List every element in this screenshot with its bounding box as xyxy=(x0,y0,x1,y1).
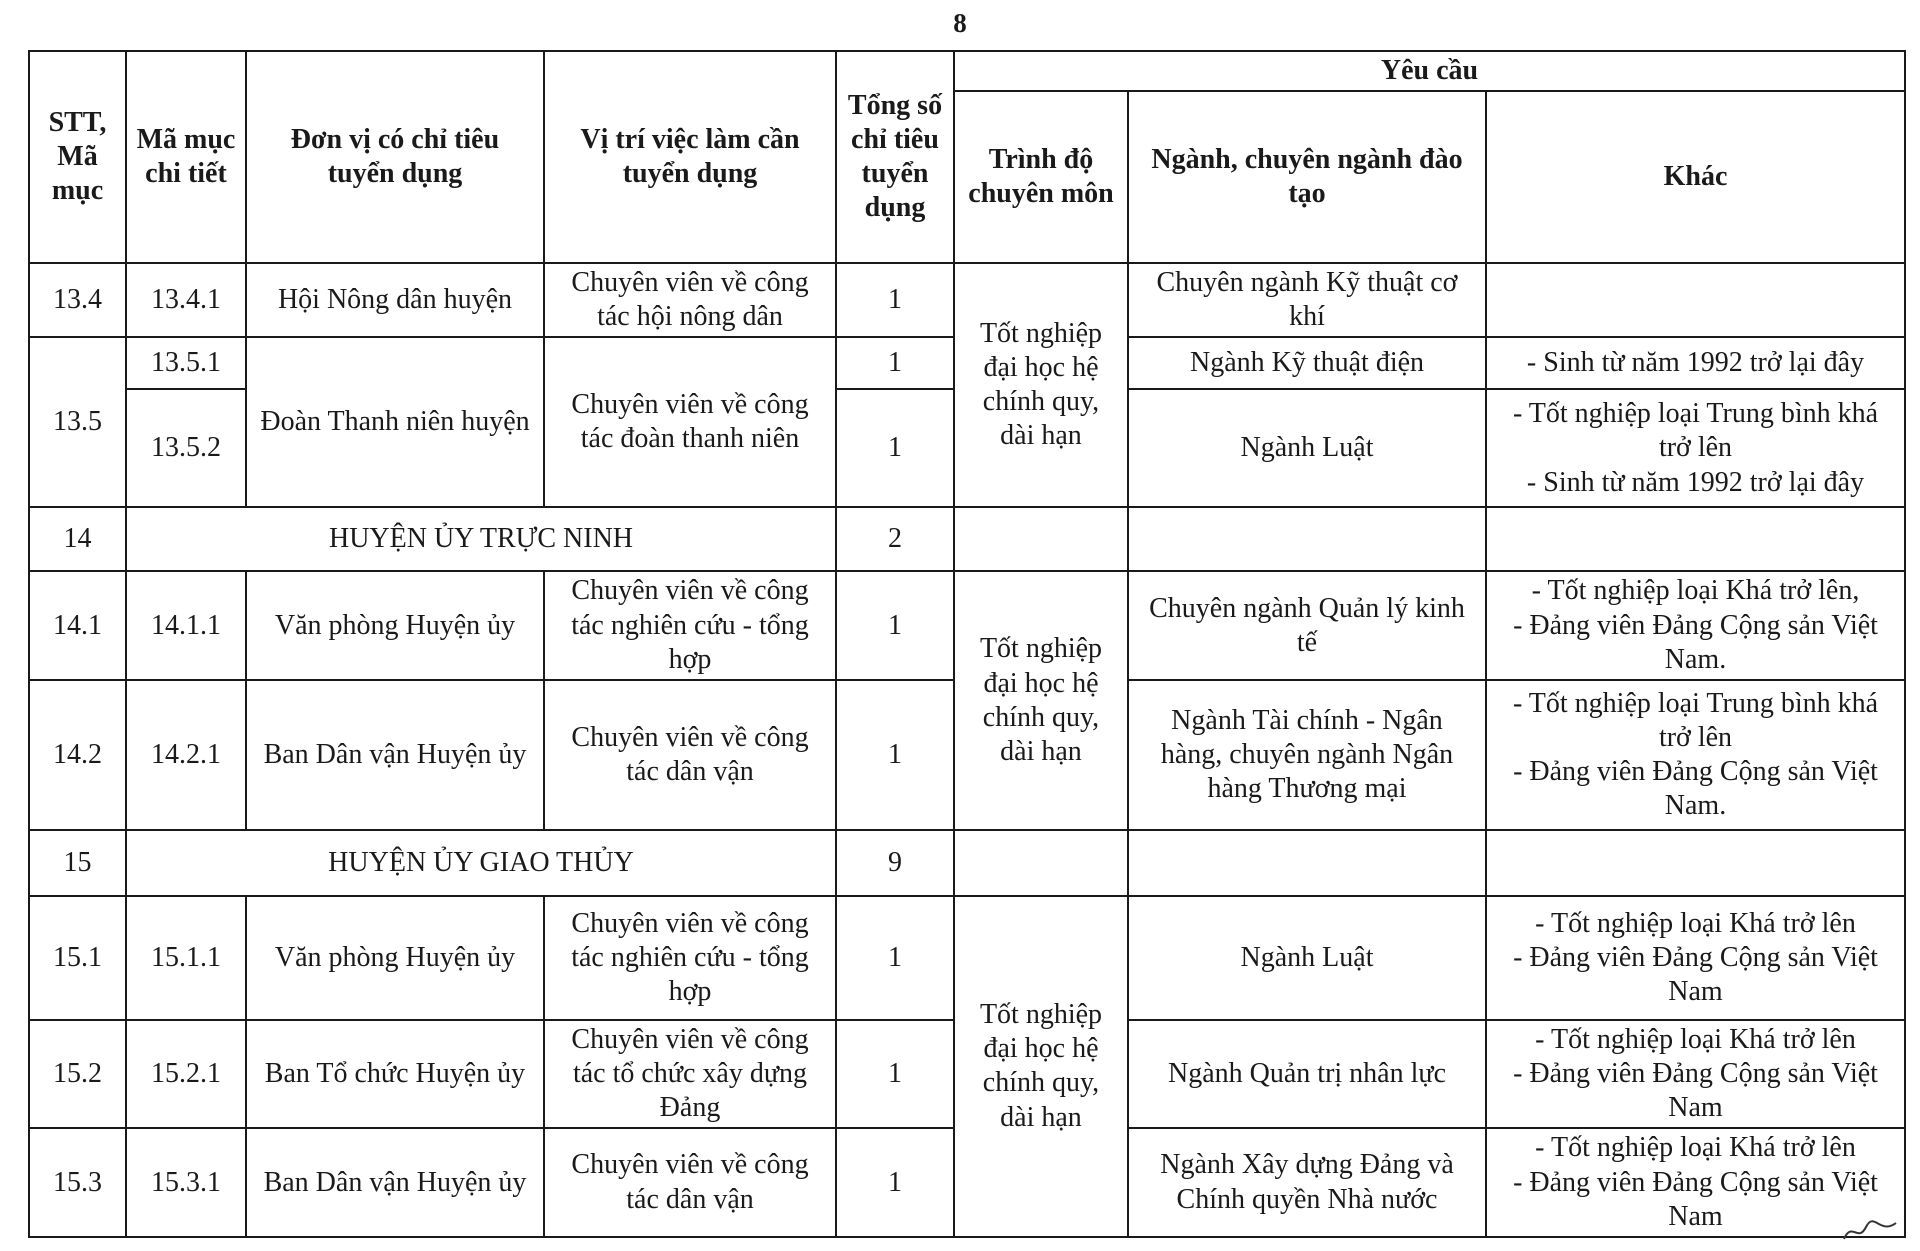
other-line: - Đảng viên Đảng Cộng sản Việt Nam xyxy=(1513,941,1878,1008)
total-cell: 1 xyxy=(836,680,954,830)
header-other: Khác xyxy=(1486,91,1905,263)
initial-mark-icon xyxy=(1840,1215,1900,1245)
total-cell: 1 xyxy=(836,896,954,1020)
other-cell xyxy=(1486,896,1905,1020)
stt-cell: 15.1 xyxy=(29,896,126,1020)
code-cell: 13.5.2 xyxy=(126,389,246,507)
header-detail-code: Mã mục chi tiết xyxy=(126,51,246,263)
header-row-1 xyxy=(29,51,1905,91)
stt-cell: 15.2 xyxy=(29,1020,126,1128)
empty-cell xyxy=(1128,830,1486,896)
code-cell: 13.5.1 xyxy=(126,337,246,389)
empty-cell xyxy=(1128,507,1486,571)
level-cell: Tốt nghiệp đại học hệ chính quy, dài hạn xyxy=(954,263,1128,507)
major-cell: Ngành Xây dựng Đảng và Chính quyền Nhà nước xyxy=(1128,1128,1486,1236)
other-cell xyxy=(1486,1020,1905,1128)
other-line: - Đảng viên Đảng Cộng sản Việt Nam. xyxy=(1513,609,1878,675)
position-cell: Chuyên viên về công tác nghiên cứu - tổng hợp xyxy=(544,896,836,1020)
other-cell xyxy=(1486,263,1905,337)
code-cell: 15.1.1 xyxy=(126,896,246,1020)
unit-cell: Ban Dân vận Huyện ủy xyxy=(246,1128,544,1236)
unit-cell: Đoàn Thanh niên huyện xyxy=(246,337,544,507)
total-cell: 1 xyxy=(836,337,954,389)
unit-cell: Ban Tổ chức Huyện ủy xyxy=(246,1020,544,1128)
group-total-cell: 9 xyxy=(836,830,954,896)
major-cell: Ngành Quản trị nhân lực xyxy=(1128,1020,1486,1128)
page-number: 8 xyxy=(953,8,967,38)
other-line: - Tốt nghiệp loại Trung bình khá trở lên xyxy=(1512,687,1879,753)
level-cell: Tốt nghiệp đại học hệ chính quy, dài hạn xyxy=(954,896,1128,1237)
header-unit: Đơn vị có chỉ tiêu tuyển dụng xyxy=(246,51,544,263)
stt-cell: 13.4 xyxy=(29,263,126,337)
other-line: - Tốt nghiệp loại Khá trở lên xyxy=(1535,1132,1856,1164)
group-row xyxy=(29,507,1905,571)
table-row xyxy=(29,571,1905,679)
total-cell: 1 xyxy=(836,389,954,507)
empty-cell xyxy=(954,507,1128,571)
unit-cell: Ban Dân vận Huyện ủy xyxy=(246,680,544,830)
total-cell: 1 xyxy=(836,1020,954,1128)
empty-cell xyxy=(1486,507,1905,571)
header-requirements: Yêu cầu xyxy=(954,51,1905,91)
other-line: - Tốt nghiệp loại Khá trở lên, xyxy=(1531,575,1860,607)
other-cell xyxy=(1486,571,1905,679)
group-stt-cell: 14 xyxy=(29,507,126,571)
group-stt-cell: 15 xyxy=(29,830,126,896)
table-row xyxy=(29,896,1905,1020)
major-cell: Ngành Luật xyxy=(1128,389,1486,507)
position-cell: Chuyên viên về công tác dân vận xyxy=(544,1128,836,1236)
other-line: - Tốt nghiệp loại Khá trở lên xyxy=(1535,907,1856,939)
unit-cell: Hội Nông dân huyện xyxy=(246,263,544,337)
code-cell: 14.2.1 xyxy=(126,680,246,830)
other-cell xyxy=(1486,680,1905,830)
unit-cell: Văn phòng Huyện ủy xyxy=(246,571,544,679)
stt-cell: 14.2 xyxy=(29,680,126,830)
group-row xyxy=(29,830,1905,896)
total-cell: 1 xyxy=(836,571,954,679)
other-line: - Sinh từ năm 1992 trở lại đây xyxy=(1526,466,1865,498)
header-total: Tổng số chỉ tiêu tuyển dụng xyxy=(836,51,954,263)
header-stt: STT, Mã mục xyxy=(29,51,126,263)
code-cell: 14.1.1 xyxy=(126,571,246,679)
position-cell: Chuyên viên về công tác hội nông dân xyxy=(544,263,836,337)
other-cell: - Sinh từ năm 1992 trở lại đây xyxy=(1486,337,1905,389)
major-cell: Ngành Luật xyxy=(1128,896,1486,1020)
group-total-cell: 2 xyxy=(836,507,954,571)
other-line: - Đảng viên Đảng Cộng sản Việt Nam xyxy=(1513,1166,1878,1232)
position-cell: Chuyên viên về công tác nghiên cứu - tổng hợp xyxy=(544,571,836,679)
header-level: Trình độ chuyên môn xyxy=(954,91,1128,263)
position-cell: Chuyên viên về công tác tổ chức xây dựng Đảng xyxy=(544,1020,836,1128)
empty-cell xyxy=(954,830,1128,896)
major-cell: Ngành Tài chính - Ngân hàng, chuyên ngành Ngân hàng Thương mại xyxy=(1128,680,1486,830)
code-cell: 13.4.1 xyxy=(126,263,246,337)
other-cell xyxy=(1486,389,1905,507)
total-cell: 1 xyxy=(836,1128,954,1236)
other-line: - Đảng viên Đảng Cộng sản Việt Nam xyxy=(1513,1058,1878,1124)
code-cell: 15.2.1 xyxy=(126,1020,246,1128)
code-cell: 15.3.1 xyxy=(126,1128,246,1236)
unit-cell: Văn phòng Huyện ủy xyxy=(246,896,544,1020)
position-cell: Chuyên viên về công tác dân vận xyxy=(544,680,836,830)
major-cell: Ngành Kỹ thuật điện xyxy=(1128,337,1486,389)
major-cell: Chuyên ngành Kỹ thuật cơ khí xyxy=(1128,263,1486,337)
group-name-cell: HUYỆN ỦY GIAO THỦY xyxy=(126,830,836,896)
empty-cell xyxy=(1486,830,1905,896)
position-cell: Chuyên viên về công tác đoàn thanh niên xyxy=(544,337,836,507)
other-line: - Đảng viên Đảng Cộng sản Việt Nam. xyxy=(1513,755,1878,822)
stt-cell: 13.5 xyxy=(29,337,126,507)
recruitment-table xyxy=(28,50,1906,1238)
other-line: - Tốt nghiệp loại Khá trở lên xyxy=(1535,1023,1856,1055)
level-cell: Tốt nghiệp đại học hệ chính quy, dài hạn xyxy=(954,571,1128,829)
table-row xyxy=(29,263,1905,337)
header-major: Ngành, chuyên ngành đào tạo xyxy=(1128,91,1486,263)
stt-cell: 15.3 xyxy=(29,1128,126,1236)
header-position: Vị trí việc làm cần tuyển dụng xyxy=(544,51,836,263)
group-name-cell: HUYỆN ỦY TRỰC NINH xyxy=(126,507,836,571)
total-cell: 1 xyxy=(836,263,954,337)
stt-cell: 14.1 xyxy=(29,571,126,679)
major-cell: Chuyên ngành Quản lý kinh tế xyxy=(1128,571,1486,679)
other-line: - Tốt nghiệp loại Trung bình khá trở lên xyxy=(1512,398,1879,464)
